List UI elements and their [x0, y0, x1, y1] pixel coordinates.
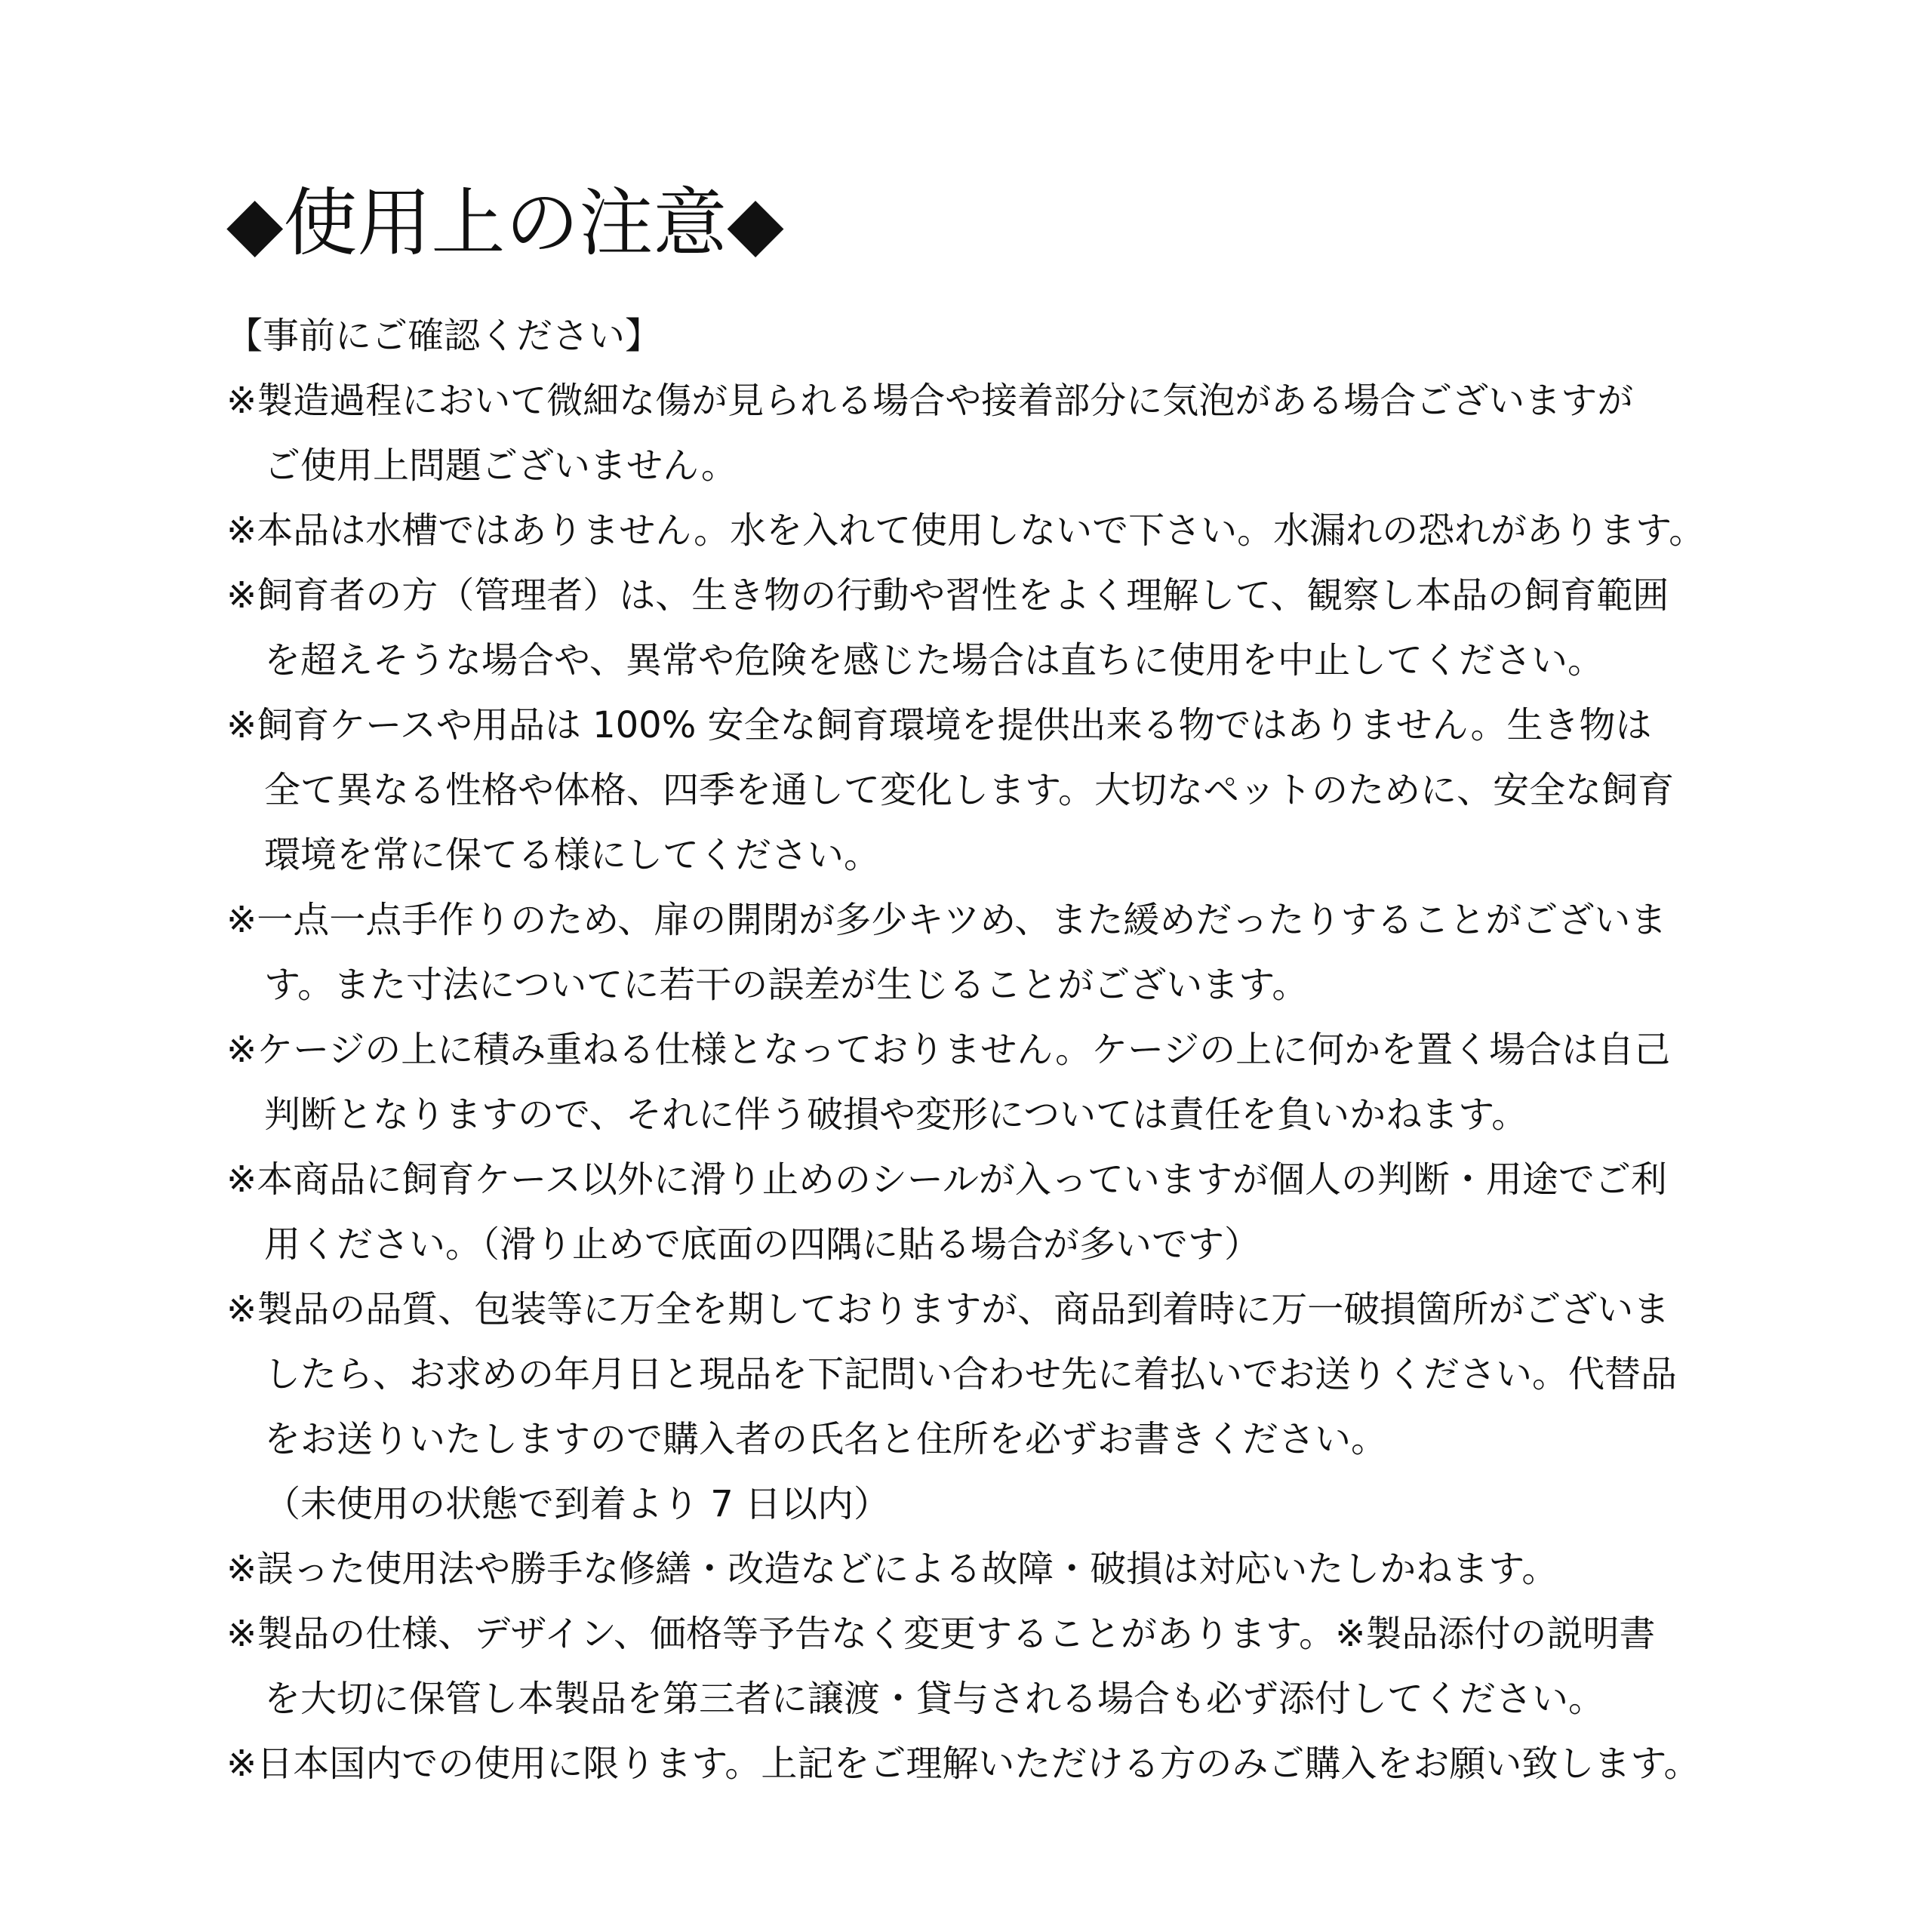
notice-line: を超えそうな場合や、異常や危険を感じた場合は直ちに使用を中止してください。 [264, 639, 1604, 681]
notice-line: ※飼育ケースや用品は 100% 安全な飼育環境を提供出来る物ではありません。生き物は [226, 704, 1652, 746]
notice-line: 用ください。（滑り止めで底面の四隅に貼る場合が多いです） [264, 1223, 1261, 1266]
notice-line: したら、お求めの年月日と現品を下記問い合わせ先に着払いでお送りください。代替品 [264, 1353, 1678, 1395]
notice-line: ※一点一点手作りのため、扉の開閉が多少キツめ、また緩めだったりすることがございま [226, 899, 1667, 941]
notice-line: （未使用の状態で到着より 7 日以内） [264, 1483, 891, 1525]
notice-line: す。また寸法についてに若干の誤差が生じることがございます。 [264, 964, 1309, 1006]
notice-line: ※本品は水槽ではありません。水を入れて使用しないで下さい。水漏れの恐れがあります。 [226, 509, 1706, 552]
notice-line: ※製造過程において微細な傷が見られる場合や接着部分に気泡がある場合ございますが [226, 380, 1634, 422]
notice-body [226, 303, 1736, 1796]
notice-line: ※本商品に飼育ケース以外に滑り止めのシールが入っていますが個人の判断・用途でご利 [226, 1158, 1667, 1201]
notice-line: をお送りいたしますので購入者の氏名と住所を必ずお書きください。 [264, 1418, 1388, 1460]
notice-line: ご使用上問題ございません。 [264, 445, 737, 487]
notice-line: 判断となりますので、それに伴う破損や変形については責任を負いかねます。 [264, 1094, 1528, 1136]
notice-line: を大切に保管し本製品を第三者に譲渡・貸与される場合も必ず添付してください。 [264, 1678, 1605, 1720]
notice-line: ※製品の品質、包装等に万全を期しておりますが、商品到着時に万一破損箇所がございま [226, 1288, 1670, 1331]
notice-line: 全て異なる性格や体格、四季を通して変化します。大切なペットのために、安全な飼育 [264, 769, 1675, 811]
notice-line: ※飼育者の方（管理者）は、生き物の行動や習性をよく理解して、観察し本品の飼育範囲 [226, 574, 1669, 617]
notice-line: ※誤った使用法や勝手な修繕・改造などによる故障・破損は対応いたしかねます。 [226, 1548, 1558, 1590]
notice-line: 【事前にご確認ください】 [226, 315, 662, 357]
notice-line: ※ケージの上に積み重ねる仕様となっておりません。ケージの上に何かを置く場合は自己 [226, 1029, 1671, 1071]
notice-line: ※製品の仕様、デザイン、価格等予告なく変更することがあります。※製品添付の説明書 [226, 1613, 1656, 1655]
notice-line: ※日本国内での使用に限ります。上記をご理解いただける方のみご購入をお願い致します。 [226, 1743, 1700, 1785]
page-title: ◆使用上の注意◆ [226, 180, 784, 266]
notice-line: 環境を常に保てる様にしてください。 [264, 834, 881, 876]
